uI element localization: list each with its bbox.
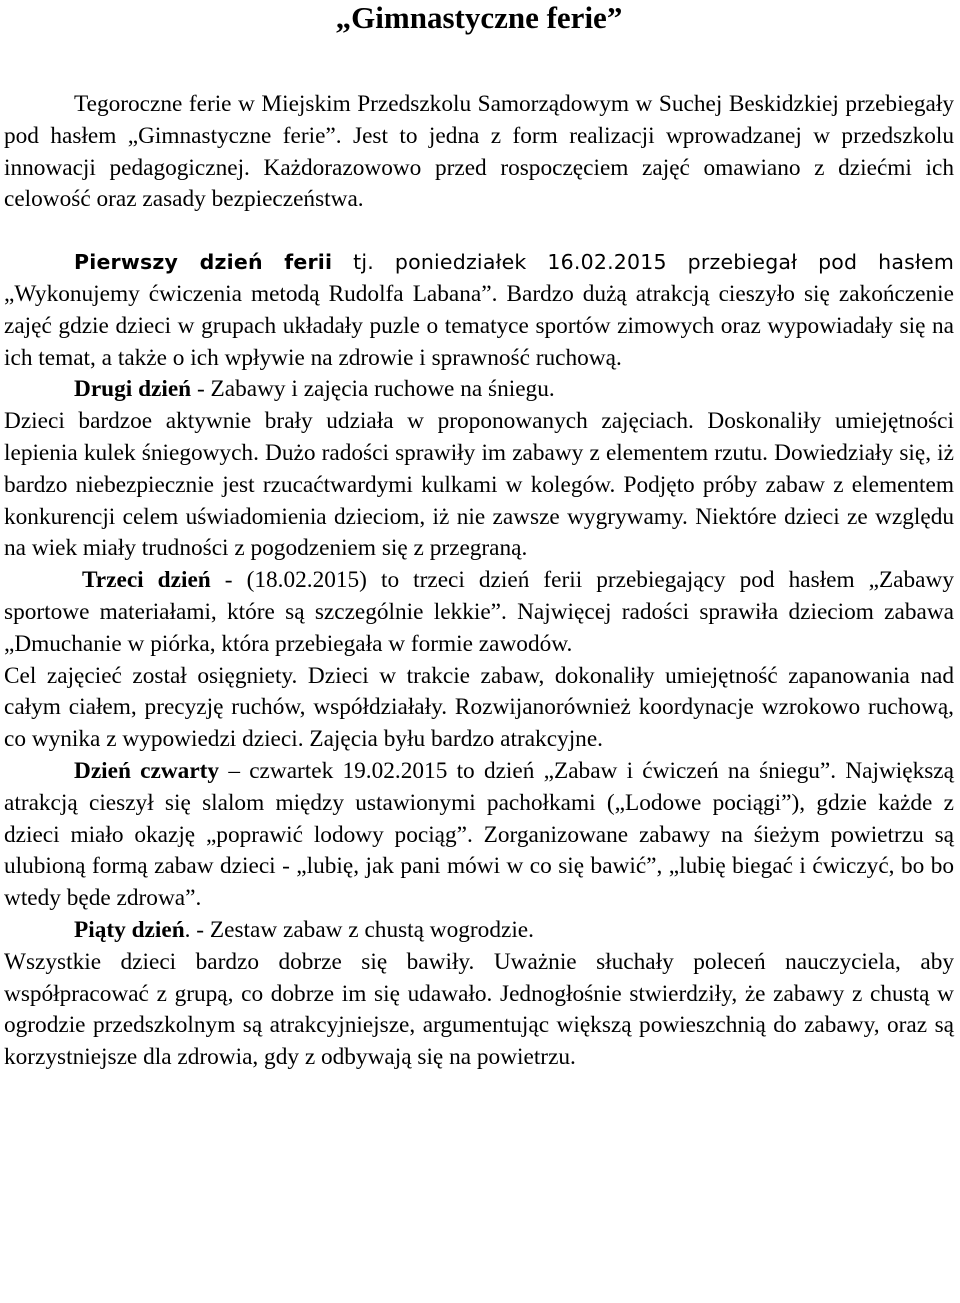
day4-label: Dzień czwarty: [74, 757, 220, 784]
day4-text: – czwartek 19.02.2015 to dzień „Zabaw i ćwiczeń na śniegu”. Największą atrakcją cieszył się slalom między ustawionymi pachołkami („Lodowe pociągi”), gdzie każde z dzieci miało okazję „poprawić lodowy pociąg”. Zorganizowane zabawy na śieżym powietrzu są ulubioną formą zabaw dzieci - „lubię, jak pani mówi w co się bawić”, „lubię biegać i ćwiczyć, bo bo wtedy będe zdrowa”.: [4, 757, 954, 912]
intro-paragraph: Tegoroczne ferie w Miejskim Przedszkolu Samorządowym w Suchej Beskidzkiej przebiegały pod hasłem „Gimnastyczne ferie”. Jest to jedna z form realizacji wprowadzanej w przedszkolu innowacji pedagogicznej. Każdorazowowo przed rospoczęciem zajęć omawiano z dziećmi ich celowość oraz zasady bezpieczeństwa.: [4, 91, 954, 213]
day5-label: Piąty dzień: [74, 916, 185, 943]
document-title: „Gimnastyczne ferie”: [335, 0, 623, 35]
day2-heading-rest: - Zabawy i zajęcia ruchowe na śniegu.: [191, 376, 555, 403]
day3-paragraph-2: Cel zajęcieć został osięgniety. Dzieci w trakcie zabaw, dokonaliły umiejętność zapanowania nad całym ciałem, precyzję ruchów, współdziałały. Rozwijanorównież koordynacje wzrokowo ruchową, co wynika z wypowiedzi dzieci. Zajęcia byłu bardzo atrakcyjne.: [4, 662, 954, 753]
day2-label: Drugi dzień: [74, 376, 192, 403]
day2-paragraph: Dzieci bardzoe aktywnie brały udziała w proponowanych zajęciach. Doskonaliły umiejętności lepienia kulek śniegowych. Dużo radości sprawiły im zabawy z elementem rzutu. Dowiedziały się, iż bardzo niebezpiecznie jest rzucaćtwardymi kulkami w kolegów. Podjęto próby zabaw z elementem konkurencji celem uświadomienia dzieciom, iż nie zawsze wygrywamy. Niektóre dzieci ze względu na wiek miały trudności z pogodzeniem się z przegraną.: [4, 408, 954, 562]
day3-text: - (18.02.2015) to trzeci dzień ferii przebiegający pod hasłem „Zabawy sportowe materiałami, które są szczególnie lekkie”. Najwięcej radości sprawiła dzieciom zabawa „Dmuchanie w piórka, która przebiegała w formie zawodów.: [4, 567, 954, 657]
day1-label: Pierwszy dzień ferii: [74, 250, 333, 275]
day3-paragraph: [4, 565, 954, 660]
day1-sans-text: tj. poniedziałek 16.02.2015 przebiegał pod hasłem: [332, 250, 954, 275]
day3-label: Trzeci dzień: [82, 567, 211, 594]
document-page: [4, 0, 954, 1074]
day4-paragraph: [4, 756, 954, 915]
day1-text: „Wykonujemy ćwiczenia metodą Rudolfa Labana”. Bardzo dużą atrakcją cieszyło się zakończenie zajęć gdzie dzieci w grupach układały puzle o tematyce sportów zimowych oraz wypowiadały się na ich temat, a także o ich wpływie na zdrowie i sprawność ruchową.: [4, 280, 954, 371]
day5-paragraph: Wszystkie dzieci bardzo dobrze się bawiły. Uważnie słuchały poleceń nauczyciela, aby współpracować z grupą, co dobrze im się udawało. Jednogłośnie stwierdziły, że zabawy z chustą w ogrodzie przedszkolnym są atrakcyjniejsze, argumentując większą powieszchnią do zabawy, oraz są korzystniejsze dla zdrowia, gdy z odbywają się na powietrzu.: [4, 948, 954, 1071]
day1-sans-run: [74, 250, 954, 274]
day2-heading: [4, 374, 954, 406]
day5-heading-rest: . - Zestaw zabaw z chustą wogrodzie.: [184, 916, 534, 943]
day1-paragraph: [4, 247, 954, 374]
day5-heading: [4, 915, 954, 947]
